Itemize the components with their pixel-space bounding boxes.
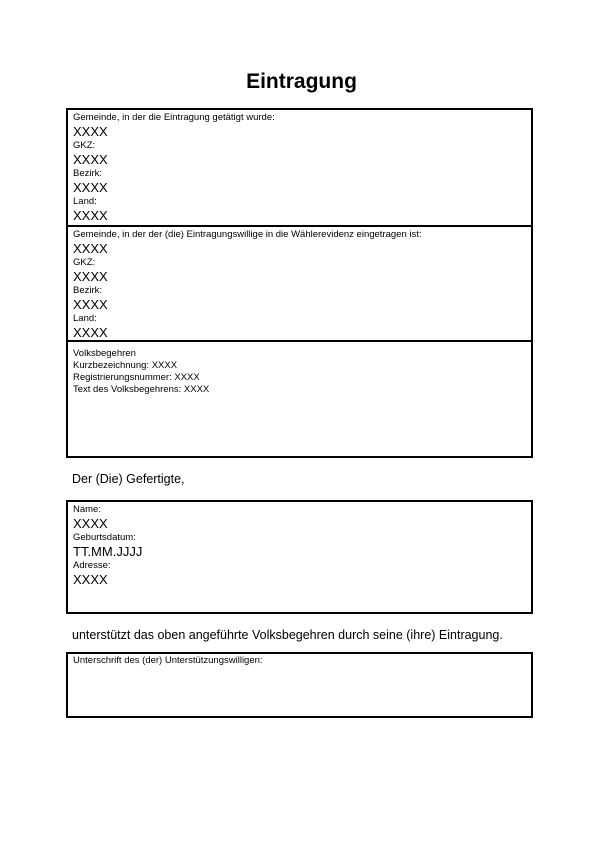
section2-bezirk-value: XXXX bbox=[73, 297, 108, 312]
geburtsdatum-value: TT.MM.JJJJ bbox=[73, 544, 143, 559]
name-value: XXXX bbox=[73, 516, 108, 531]
section1-gkz-value: XXXX bbox=[73, 152, 108, 167]
section3-kurzbezeichnung: Kurzbezeichnung: XXXX bbox=[73, 360, 178, 371]
signature-box bbox=[66, 652, 533, 718]
section2-land-value: XXXX bbox=[73, 325, 108, 340]
person-box bbox=[66, 500, 533, 614]
section1-heading: Gemeinde, in der die Eintragung getätigt wurde: bbox=[73, 112, 275, 123]
signature-section bbox=[68, 654, 531, 667]
name-label: Name: bbox=[73, 504, 101, 515]
geburtsdatum-label: Geburtsdatum: bbox=[73, 532, 136, 543]
section2-land-label: Land: bbox=[73, 313, 97, 324]
section-referendum bbox=[68, 340, 531, 396]
section2-gkz-value: XXXX bbox=[73, 269, 108, 284]
person-section bbox=[68, 502, 531, 588]
support-text: unterstützt das oben angeführte Volksbegehren durch seine (ihre) Eintragung. bbox=[72, 628, 503, 642]
section3-text: Text des Volksbegehrens: XXXX bbox=[73, 384, 210, 395]
section2-gemeinde-value: XXXX bbox=[73, 241, 108, 256]
section3-registrierungsnummer: Registrierungsnummer: XXXX bbox=[73, 372, 200, 383]
intro-text: Der (Die) Gefertigte, bbox=[72, 472, 185, 486]
section1-gemeinde-value: XXXX bbox=[73, 124, 108, 139]
section-registration-municipality bbox=[68, 110, 531, 225]
section-voter-municipality bbox=[68, 225, 531, 340]
adresse-value: XXXX bbox=[73, 572, 108, 587]
section1-bezirk-value: XXXX bbox=[73, 180, 108, 195]
section1-land-value: XXXX bbox=[73, 208, 108, 223]
municipality-box bbox=[66, 108, 533, 458]
section3-heading: Volksbegehren bbox=[73, 348, 136, 359]
section2-bezirk-label: Bezirk: bbox=[73, 285, 103, 296]
section1-gkz-label: GKZ: bbox=[73, 140, 96, 151]
section1-bezirk-label: Bezirk: bbox=[73, 168, 103, 179]
section2-heading: Gemeinde, in der der (die) Eintragungswillige in die Wählerevidenz eingetragen ist: bbox=[73, 229, 422, 240]
page-title: Eintragung bbox=[246, 70, 357, 93]
adresse-label: Adresse: bbox=[73, 560, 111, 571]
section2-gkz-label: GKZ: bbox=[73, 257, 96, 268]
section1-land-label: Land: bbox=[73, 196, 97, 207]
signature-label: Unterschrift des (der) Unterstützungswilligen: bbox=[73, 655, 263, 666]
